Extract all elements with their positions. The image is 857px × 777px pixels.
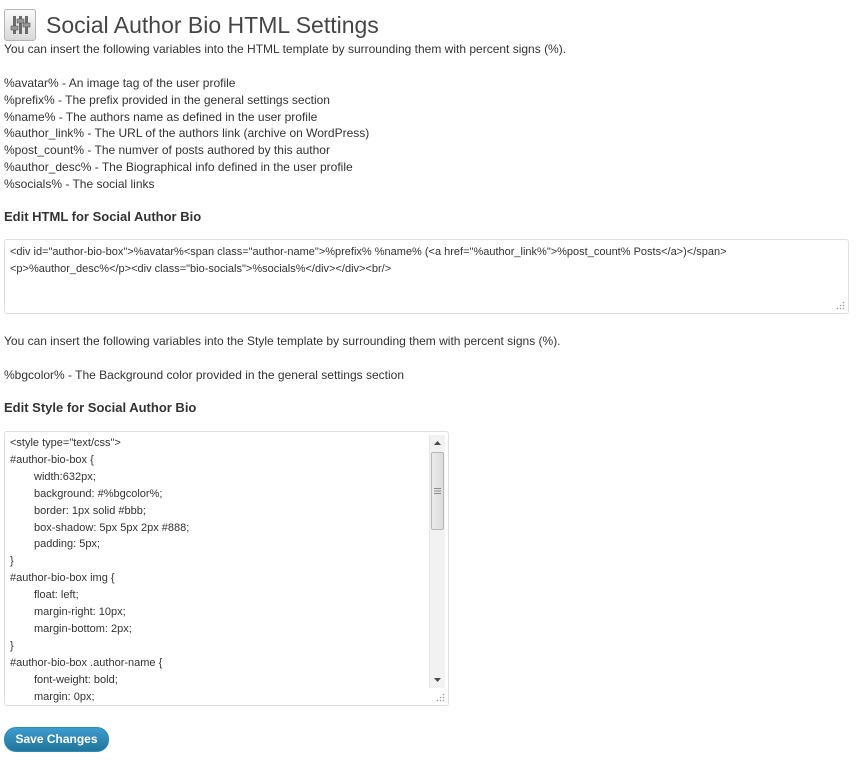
variable-bgcolor: %bgcolor% - The Background color provided in the general settings section xyxy=(4,368,405,382)
style-template-content xyxy=(10,435,425,706)
style-template-line: margin-bottom: 2px; xyxy=(34,622,132,635)
style-template-line: margin: 0px; xyxy=(34,690,95,703)
resize-grip-icon[interactable] xyxy=(436,693,445,702)
style-template-line: #author-bio-box { xyxy=(10,453,94,466)
style-template-line: border: 1px solid #bbb; xyxy=(34,504,146,517)
variable-author-desc: %author_desc% - The Biographical info defined in the user profile xyxy=(4,160,353,174)
style-template-line: width:632px; xyxy=(34,470,96,483)
style-template-line: #author-bio-box img { xyxy=(10,572,115,585)
html-template-line: <div id="author-bio-box">%avatar%<span class="author-name">%prefix% %name% (<a href="%author_link%">%post_count% Posts</a>)</span> xyxy=(10,246,727,258)
resize-grip-icon[interactable] xyxy=(836,301,845,310)
style-template-line: } xyxy=(10,639,14,652)
page-title: Social Author Bio HTML Settings xyxy=(46,12,379,38)
style-template-line: #author-bio-box .author-name { xyxy=(10,656,163,669)
style-template-line: padding: 5px; xyxy=(34,538,101,551)
html-template-textarea[interactable] xyxy=(4,239,849,314)
variable-socials: %socials% - The social links xyxy=(4,177,155,191)
style-section-heading: Edit Style for Social Author Bio xyxy=(4,400,197,415)
style-variables-intro: You can insert the following variables into the Style template by surrounding them with percent signs (%). xyxy=(4,334,561,348)
style-template-line: font-weight: bold; xyxy=(34,673,118,686)
style-template-line: } xyxy=(10,555,14,568)
style-template-textarea[interactable] xyxy=(4,431,449,706)
style-template-line: background: #%bgcolor%; xyxy=(34,487,163,500)
settings-sliders-icon xyxy=(4,9,36,41)
page-header xyxy=(4,8,379,42)
vertical-scrollbar[interactable] xyxy=(429,435,445,688)
scroll-thumb[interactable] xyxy=(431,452,444,530)
style-template-line: margin-right: 10px; xyxy=(34,606,126,619)
variable-post-count: %post_count% - The numver of posts authored by this author xyxy=(4,143,330,157)
variable-avatar: %avatar% - An image tag of the user profile xyxy=(4,76,236,90)
scroll-up-arrow-icon[interactable] xyxy=(430,435,445,451)
save-changes-button[interactable]: Save Changes xyxy=(4,727,109,752)
html-variables-intro: You can insert the following variables into the HTML template by surrounding them with percent signs (%). xyxy=(4,42,567,56)
variable-name: %name% - The authors name as defined in the user profile xyxy=(4,110,318,124)
html-section-heading: Edit HTML for Social Author Bio xyxy=(4,209,202,224)
scroll-down-arrow-icon[interactable] xyxy=(430,672,445,688)
variable-author-link: %author_link% - The URL of the authors link (archive on WordPress) xyxy=(4,126,370,140)
style-template-line: box-shadow: 5px 5px 2px #888; xyxy=(34,521,190,534)
style-template-line: float: left; xyxy=(34,589,79,602)
html-template-line: <p>%author_desc%</p><div class="bio-socials">%socials%</div></div><br/> xyxy=(10,263,392,275)
variable-prefix: %prefix% - The prefix provided in the general settings section xyxy=(4,93,330,107)
style-template-line: <style type="text/css"> xyxy=(10,437,121,449)
